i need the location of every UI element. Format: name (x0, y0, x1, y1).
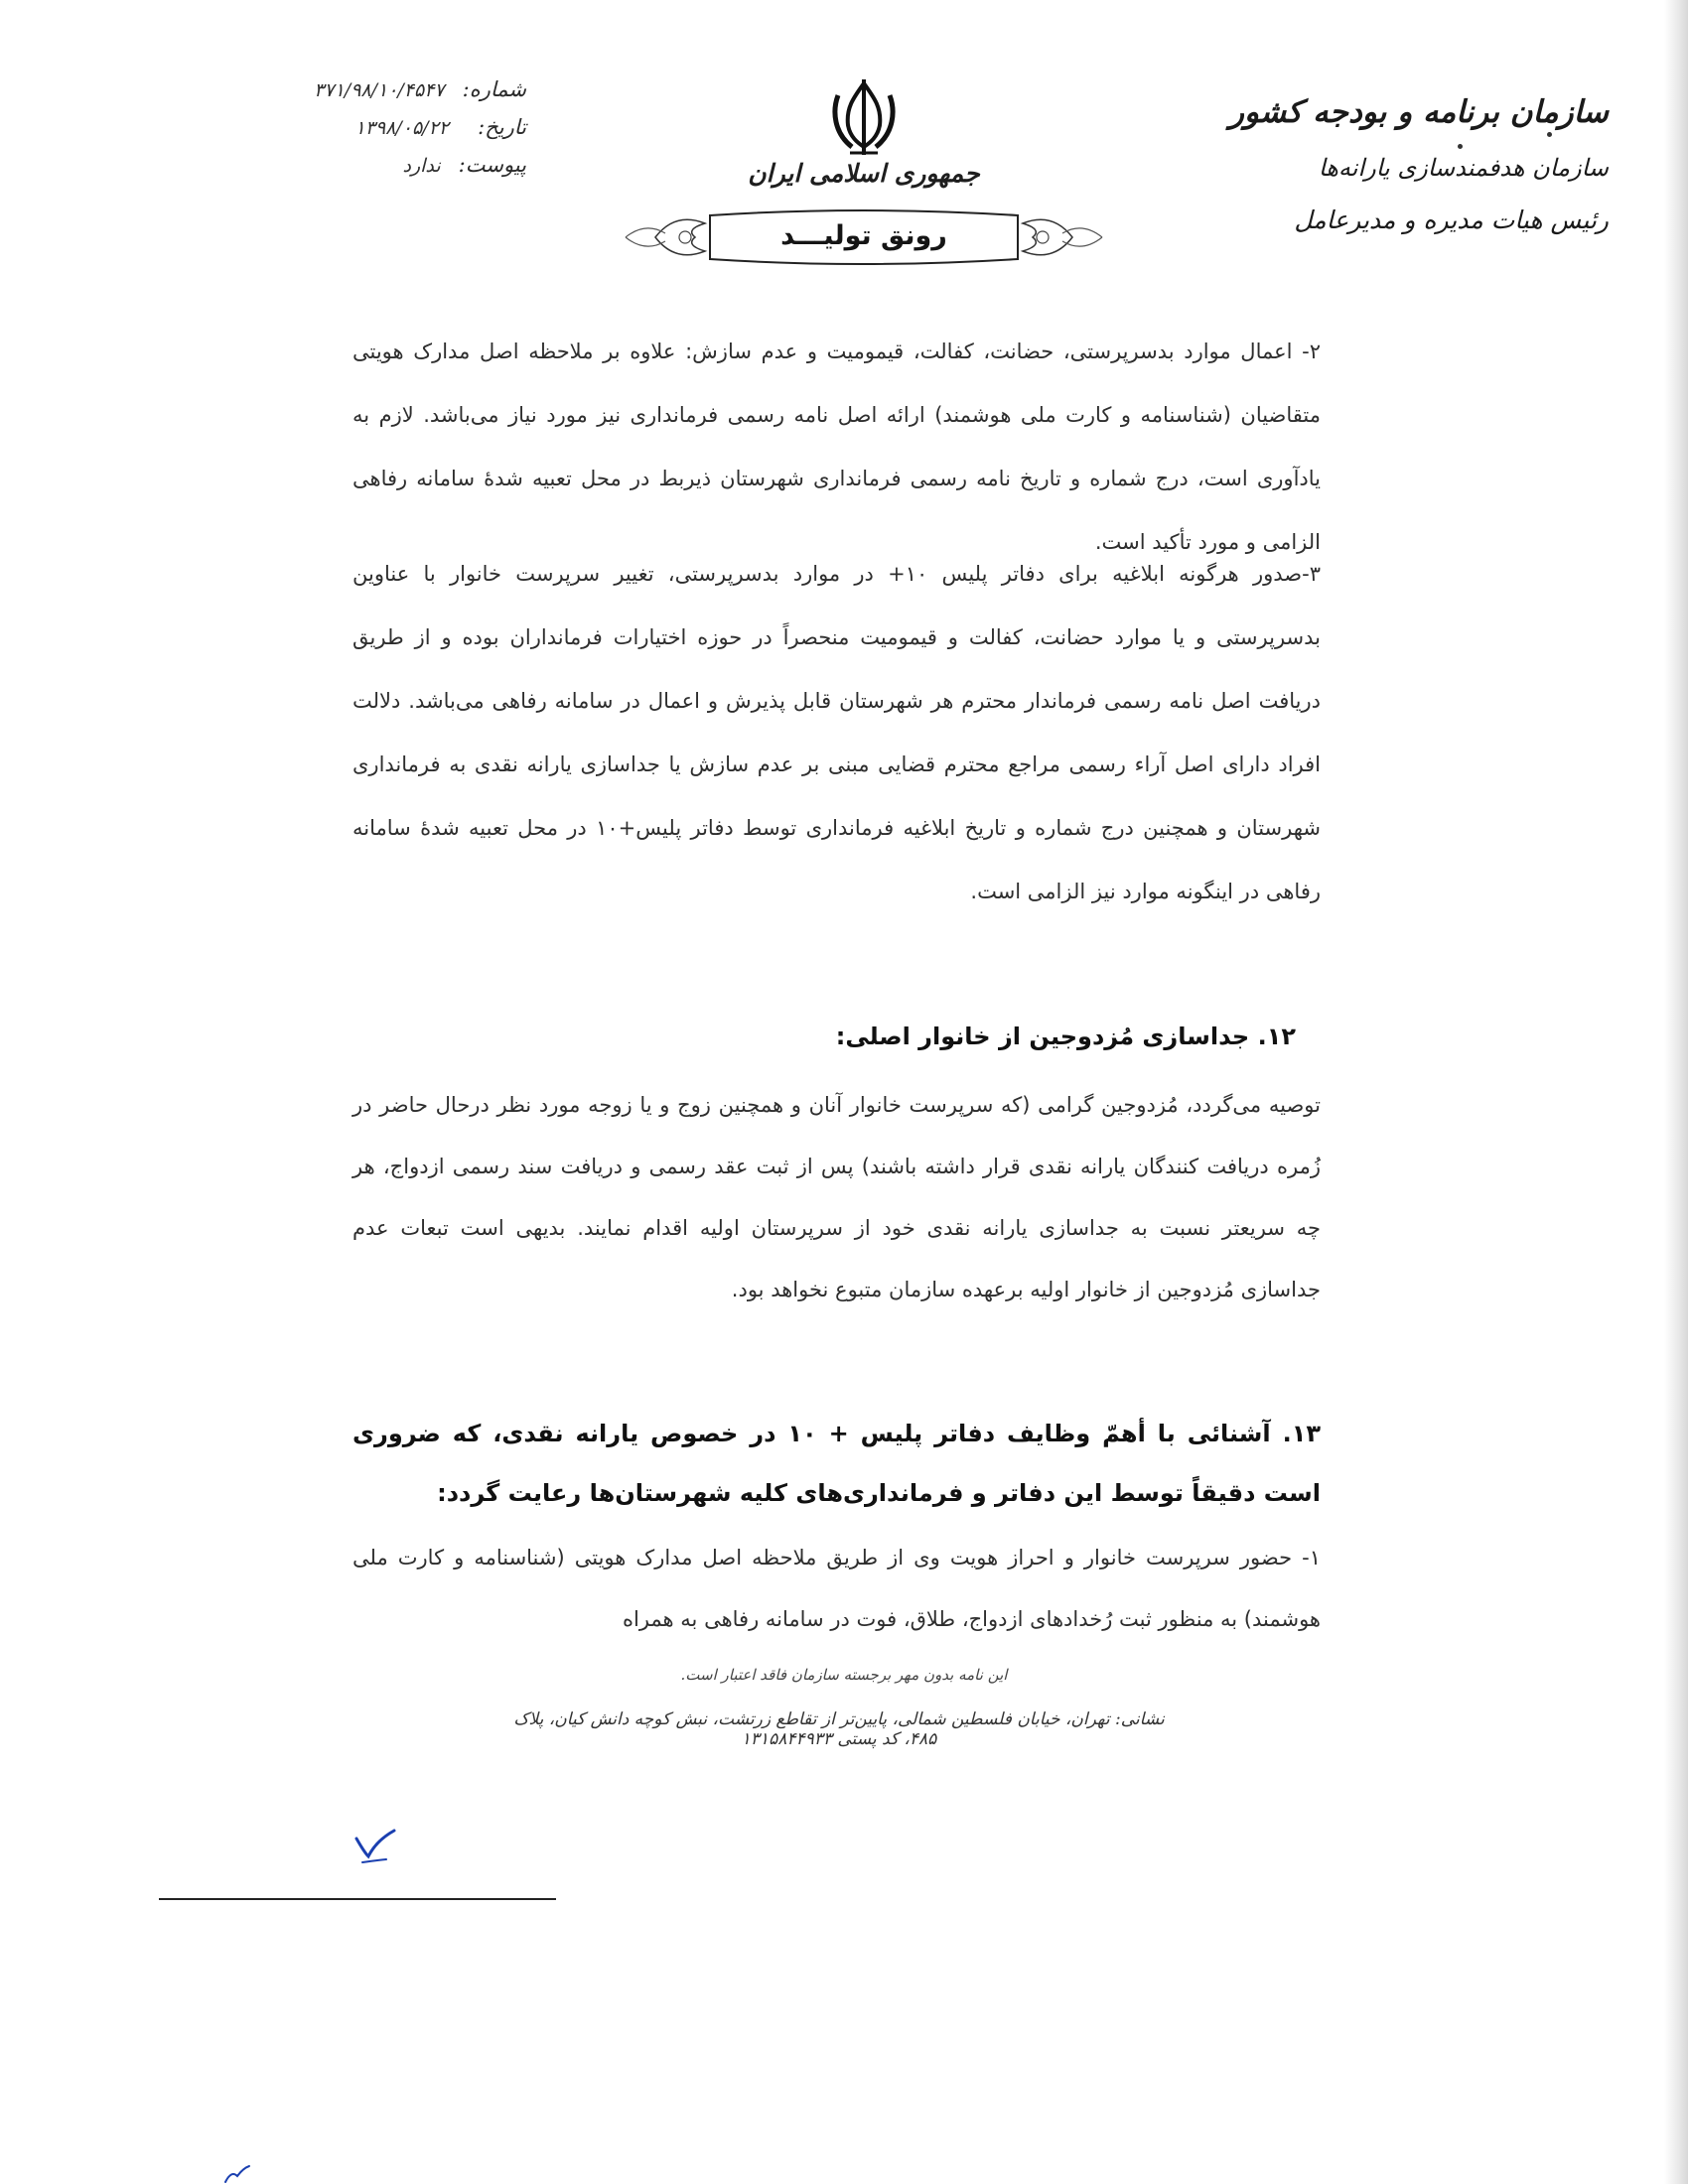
organization-sub: سازمان هدفمندسازی یارانه‌ها (1318, 154, 1609, 182)
meta-number-label: شماره: (462, 77, 526, 101)
meta-number-row (288, 77, 526, 115)
meta-attachment-value: ندارد (402, 155, 441, 177)
slogan-text: رونق تولیـــد (780, 220, 947, 251)
item-2-text: ۲- اعمال موارد بدسرپرستی، حضانت، کفالت، قیمومیت و عدم سازش: علاوه بر ملاحظه اصل مدارک هویتی متقاضیان (شناسنامه و کارت ملی هوشمند) ارائه اصل نامه رسمی فرمانداری نیز مورد نیاز می‌باشد. لازم به یادآوری است، درج شماره و تاریخ نامه رسمی فرمانداری شهرستان ذیربط در محل تعبیه شدۀ سامانه رفاهی الزامی و مورد تأکید است. (352, 340, 1321, 554)
section-12-heading: ۱۲. جداسازی مُزدوجین از خانوار اصلی: (835, 1023, 1296, 1050)
footer-address: نشانی: تهران، خیابان فلسطین شمالی، پایین‌تر از تقاطع زرتشت، نبش کوچه دانش کیان، پلاک ۴۸۵، کد پستی ۱۳۱۵۸۴۴۹۳۳ (513, 1709, 1165, 1749)
organization-name: سازمان برنامه و بودجه کشور (1228, 94, 1609, 130)
item-3-text: ۳-صدور هرگونه ابلاغیه برای دفاتر پلیس ۱۰+ در موارد بدسرپرستی، تغییر سرپرست خانوار با عناوین بدسرپرستی و یا موارد حضانت، کفالت و قیمومیت منحصراً در حوزه اختیارات فرمانداران بوده و از طریق دریافت اصل نامه رسمی فرماندار محترم هر شهرستان قابل پذیرش و اعمال در سامانه رفاهی می‌باشد. دلالت افراد دارای اصل آراء رسمی مراجع محترم قضایی مبنی بر عدم سازش یا جداسازی یارانه نقدی به فرمانداری شهرستان و همچنین درج شماره و تاریخ ابلاغیه فرمانداری توسط دفاتر پلیس+۱۰ در محل تعبیه شدۀ سامانه رفاهی در اینگونه موارد نیز الزامی است. (352, 562, 1321, 903)
meta-attachment-row (288, 153, 526, 191)
meta-date-value: ۱۳۹۸/۰۵/۲۲ (354, 117, 449, 139)
meta-date-label: تاریخ: (478, 115, 526, 139)
scan-edge-shadow (1664, 0, 1688, 2184)
iran-emblem-icon (824, 77, 904, 159)
meta-number-value: ۳۷۱/۹۸/۱۰/۴۵۴۷ (314, 79, 445, 101)
meta-attachment-label: پیوست: (458, 153, 526, 177)
footer-divider-line (159, 1898, 556, 1900)
republic-title: جمهوری اسلامی ایران (748, 159, 980, 188)
section-12-block (352, 1074, 1321, 1320)
meta-date-row (288, 115, 526, 153)
section-13-heading: ۱۳. آشنائی با أهمّ وظایف دفاتر پلیس + ۱۰ در خصوص یارانه نقدی، که ضروری است دقیقاً توسط این دفاتر و فرمانداری‌های کلیه شهرستان‌ها رعایت گردد: (352, 1420, 1321, 1507)
footer-validity-note: این نامه بدون مهر برجسته سازمان فاقد اعتبار است. (680, 1666, 1008, 1684)
section-13-block (352, 1527, 1321, 1650)
organization-block (1152, 94, 1609, 234)
pen-mark-icon (223, 2164, 253, 2184)
section-12-text: توصیه می‌گردد، مُزدوجین گرامی (که سرپرست خانوار آنان و همچنین زوج و یا زوجه مورد نظر درحال حاضر در زُمره دریافت کنندگان یارانه نقدی قرار داشته باشند) پس از ثبت عقد رسمی و دریافت سند رسمی ازدواج، هر چه سریعتر نسبت به جداسازی یارانه نقدی خود از سرپرستان اولیه اقدام نمایند. بدیهی است تبعات عدم جداسازی مُزدوجین از خانوار اولیه برعهده سازمان متبوع نخواهد بود. (352, 1093, 1321, 1301)
scan-speck (1547, 132, 1552, 137)
checkmark-icon (352, 1827, 402, 1866)
section-13-text: ۱- حضور سرپرست خانوار و احراز هویت وی از طریق ملاحظه اصل مدارک هویتی (شناسنامه و کارت ملی هوشمند) به منظور ثبت رُخدادهای ازدواج، طلاق، فوت در سامانه رفاهی به همراه (352, 1546, 1321, 1631)
letter-meta (288, 77, 526, 191)
scan-speck (1458, 144, 1463, 149)
item-3-block (352, 542, 1321, 923)
item-2-block (352, 320, 1321, 574)
organization-head-title: رئیس هیات مدیره و مدیرعامل (1294, 205, 1609, 234)
